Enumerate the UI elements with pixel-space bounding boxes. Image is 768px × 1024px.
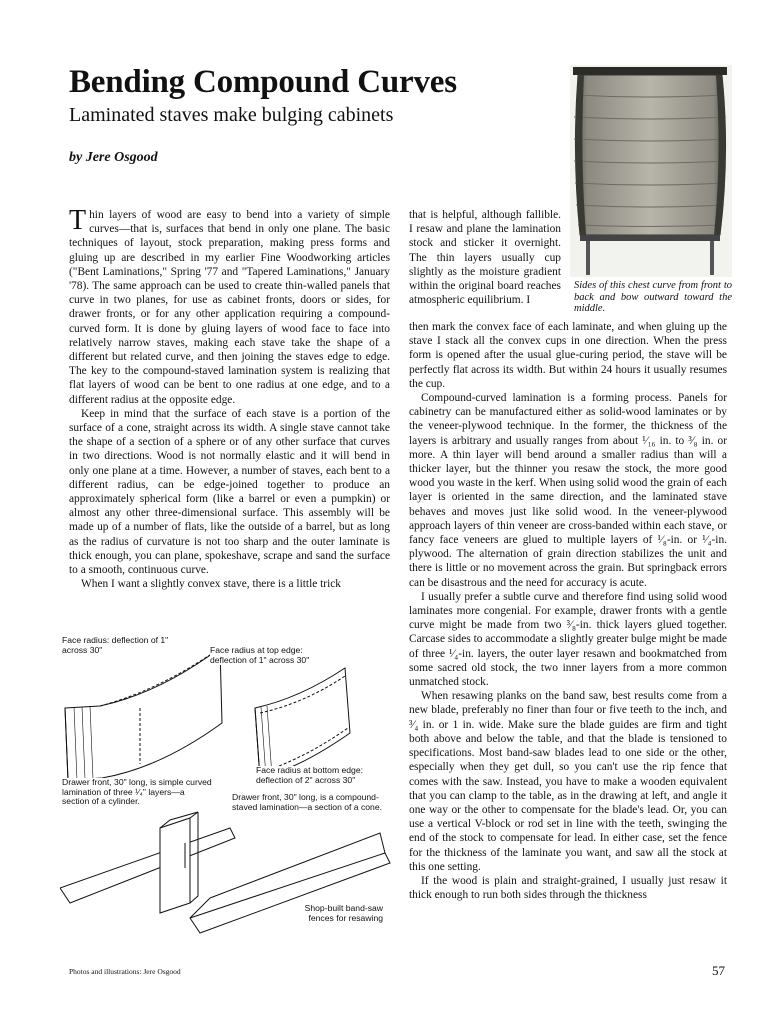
label-face-radius-top: Face radius at top edge: deflection of 1" across 30"	[210, 646, 335, 665]
paragraph: that is helpful, although fallible. I resaw and plane the lamination stock and sticker it overnight. The thin layers usually cup slightly as the moisture gradient within the original board reaches atmospheric equilibrium. I	[409, 209, 561, 307]
lamination-illustration	[60, 628, 395, 938]
label-fences: Shop-built band-saw fences for resawing	[304, 903, 383, 923]
paragraph: If the wood is plain and straight-grained, I usually just resaw it thick enough to run both sides through the thickness	[409, 874, 727, 902]
label-face-radius-bottom: Face radius at bottom edge: deflection of 2" across 30"	[256, 766, 384, 785]
page-number: 57	[712, 963, 725, 978]
photo-caption: Sides of this chest curve from front to back and bow outward toward the middle.	[574, 280, 732, 314]
paragraph: Compound-curved lamination is a forming process. Panels for cabinetry can be manufactured either as solid-wood laminates or by the veneer-plywood technique. In the former, the thickness of the layers is arbitrary and usually ranges from about ¹⁄₁₆ in. to ³⁄₈ in. or more. A thin layer will bend around a smaller radius than will a thicker layer, but the thinner you resaw the stock, the more good wood you waste in the kerf. When using solid wood the grain of each layer is oriented in the same direction, and the laminated stave behaves and moves just like solid wood. In the veneer-plywood approach layers of thin veneer are cross-banded within each stave, or fancy face veneers are glued to multiple layers of ¹⁄₈-in. or ¹⁄₄-in. plywood. The alternation of grain direction stabilizes the unit and there is little or no movement across the grain. But springback errors can be disastrous and the need for accuracy is acute.	[409, 392, 727, 589]
cone-stave-drawing	[255, 668, 350, 778]
photo-credit: Photos and illustrations: Jere Osgood	[69, 967, 181, 976]
drop-cap: T	[69, 205, 87, 236]
paragraph: Keep in mind that the surface of each stave is a portion of the surface of a cone, straight across its width. A single stave cannot take the shape of a section of a sphere or of any other surface that curves in two directions. Wood is not normally elastic and it will bend in only one plane at a time. However, a number of staves, each bent to a different radius, can be edge-joined together to produce an approximately spherical form (like a barrel or even a pumpkin) or almost any other three-dimensional surface. This assembly will be made up of a number of flats, like the outside of a barrel, but as long as the radius of curvature is not too sharp and the outer laminate is thick enough, you can plane, spokeshave, scrape and sand the surface to a smooth, continuous curve.	[69, 407, 390, 577]
paragraph: When I want a slightly convex stave, there is a little trick	[81, 578, 342, 591]
article-subtitle: Laminated staves make bulging cabinets	[69, 104, 394, 126]
right-column-top	[409, 208, 561, 307]
right-column	[409, 320, 727, 902]
paragraph: When resawing planks on the band saw, best results come from a new blade, preferably no finer than four or five teeth to the inch, and ³⁄₄ in. or 1 in. wide. Make sure the blade guides are firm and tight both above and below the table, and that the blade is tensioned to specifications. Most band-saw blades lead to one side or the other, especially when they get dull, so you can't use the rip fence that comes with the saw. Instead, you have to make a wooden equivalent that you can clamp to the table, as in the drawing at left, and angle it one way or the other to compensate for the blade's lead. Or, you can use a vertical V-block or rod set in line with the teeth, swinging the end of the stock to compensate for lead. In either case, set the fence for the thickness of the laminate you want, and saw all the stock at this one setting.	[409, 690, 727, 873]
byline: by Jere Osgood	[69, 150, 158, 165]
cylinder-stave-drawing	[65, 648, 222, 780]
article-title: Bending Compound Curves	[69, 64, 457, 100]
paragraph: then mark the convex face of each laminate, and when gluing up the stave I stack all the convex cups in one direction. When the press form is opened after the usual glue-curing period, the stave will be perfectly flat across its width. But within 24 hours it usually resumes the cup.	[409, 321, 727, 390]
paragraph: hin layers of wood are easy to bend into a variety of simple curves—that is, surfaces that bend in only one plane. The basic techniques of layout, stock preparation, making press forms and gluing up are described in my earlier Fine Woodworking articles ("Bent Laminations," Spring '77 and "Tapered Laminations," January '78). The same approach can be used to create thin-walled panels that curve in two planes, for use as cabinet fronts, doors or sides, for drawer fronts, or for any other application requiring a compound-curved form. It is done by gluing layers of wood face to face into relatively narrow staves, making each stave take the shape of a different but related curve, and then joining the staves edge to edge. The key to the compound-staved lamination system is realizing that flat layers of wood can be bent to one radius at one edge, and to a different radius at the opposite edge.	[69, 209, 390, 406]
left-column	[69, 205, 390, 591]
label-face-radius-simple: Face radius: deflection of 1" across 30"	[62, 636, 172, 655]
paragraph: I usually prefer a subtle curve and therefore find using solid wood laminates more congenial. For example, drawer fronts with a gentle curve might be made from two ³⁄₈-in. thick layers glued together. Carcase sides to accommodate a slightly greater bulge might be made of three ¹⁄₄-in. layers, the outer layer resawn and bookmatched from some sacred old stock, the two inner layers from a more common unmatched stock.	[409, 590, 727, 689]
band-saw-fence-drawing	[60, 828, 235, 903]
chest-photo	[570, 65, 732, 277]
label-drawer-compound: Drawer front, 30" long, is a compound-staved lamination—a section of a cone.	[232, 792, 383, 812]
label-drawer-simple: Drawer front, 30" long, is simple curved lamination of three ¹⁄₄" layers—a section of a cylinder.	[62, 778, 214, 807]
